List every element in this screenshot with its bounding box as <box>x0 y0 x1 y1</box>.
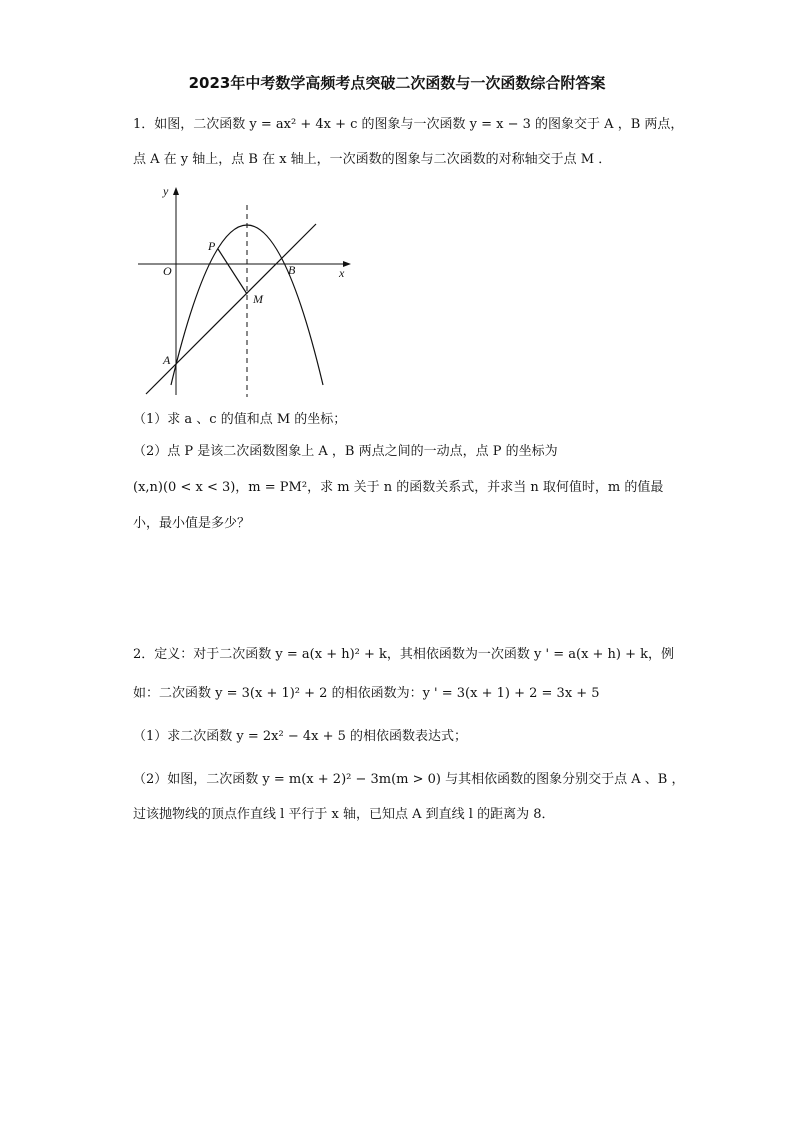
q2-sub2-line1: （2）如图，二次函数 y = m(x + 2)² − 3m(m > 0) 与其相依函数的图象分别交于点 A 、B ， <box>133 772 685 787</box>
q2-sub1: （1）求二次函数 y = 2x² − 4x + 5 的相依函数表达式； <box>133 729 468 744</box>
q1-sub2-line3: 小，最小值是多少？ <box>133 516 251 531</box>
q2-line1: 2．定义：对于二次函数 y = a(x + h)² + k，其相依函数为一次函数 y ' = a(x + h) + k，例 <box>133 647 675 662</box>
label-b: B <box>288 263 296 277</box>
y-axis-arrow-icon <box>173 187 179 195</box>
q1-sub1: （1）求 a 、c 的值和点 M 的坐标； <box>133 412 347 427</box>
label-x: x <box>339 266 345 280</box>
line-ab <box>146 224 316 394</box>
q1-figure <box>133 183 353 398</box>
q2-sub2-line2: 过该抛物线的顶点作直线 l 平行于 x 轴，已知点 A 到直线 l 的距离为 8． <box>133 807 555 822</box>
label-o: O <box>163 264 172 278</box>
label-m: M <box>253 292 263 306</box>
q2-line2: 如：二次函数 y = 3(x + 1)² + 2 的相依函数为：y ' = 3(x + 1) + 2 = 3x + 5 <box>133 686 600 701</box>
q1-line2: 点 A 在 y 轴上，点 B 在 x 轴上，一次函数的图象与二次函数的对称轴交于点 M ． <box>133 152 612 167</box>
page-title: 2023年中考数学高频考点突破二次函数与一次函数综合附答案 <box>188 74 606 92</box>
q1-sub2-line1: （2）点 P 是该二次函数图象上 A ，B 两点之间的一动点，点 P 的坐标为 <box>133 444 558 459</box>
label-a: A <box>163 353 171 367</box>
label-p: P <box>208 239 216 253</box>
label-y: y <box>163 184 169 198</box>
q1-sub2-line2: (x,n)(0 < x < 3)，m = PM²，求 m 关于 n 的函数关系式，并求当 n 取何值时，m 的值最 <box>133 480 664 495</box>
segment-pm <box>218 249 247 294</box>
q1-line1: 1．如图，二次函数 y = ax² + 4x + c 的图象与一次函数 y = x − 3 的图象交于 A ，B 两点， <box>133 117 684 132</box>
